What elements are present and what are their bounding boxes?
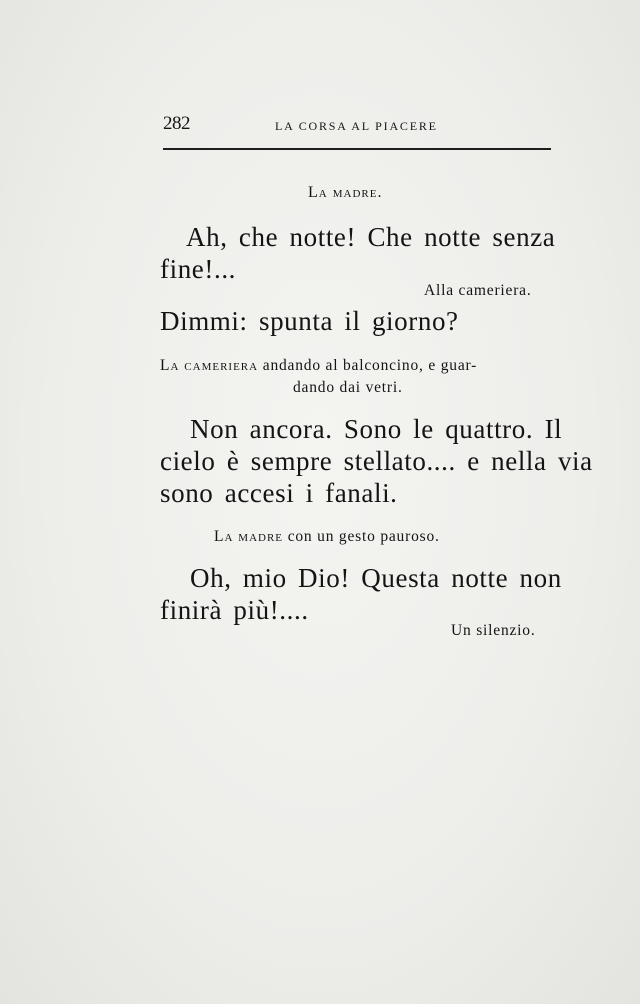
speech-line: Oh, mio Dio! Questa notte non [190,563,562,593]
stage-direction: Un silenzio. [451,622,536,639]
speech-line: sono accesi i fanali. [160,478,398,508]
speech-line: cielo è sempre stellato.... e nella via [160,446,593,476]
speech-line: fine!... [160,254,237,284]
speaker-name: La madre [214,528,284,545]
speaker-heading-la-madre-2 [214,528,440,546]
speaker-heading-la-madre: La madre. [308,184,383,201]
speaker-heading-la-cameriera [160,357,477,375]
speech-line: Ah, che notte! Che notte senza [186,222,556,252]
speaker-name: La cameriera [160,357,259,374]
header-rule [163,148,551,150]
speaker-direction-continued: dando dai vetri. [293,379,403,396]
speech-line: Non ancora. Sono le quattro. Il [190,414,563,444]
speech-line: finirà più!.... [160,595,309,625]
page-number: 282 [163,113,190,134]
running-title: LA CORSA AL PIACERE [275,119,438,133]
speaker-direction: con un gesto pauroso. [287,528,440,545]
stage-direction: Alla cameriera. [424,282,532,299]
speaker-direction: andando al balconcino, e guar- [262,357,478,374]
speech-line: Dimmi: spunta il giorno? [160,306,459,336]
